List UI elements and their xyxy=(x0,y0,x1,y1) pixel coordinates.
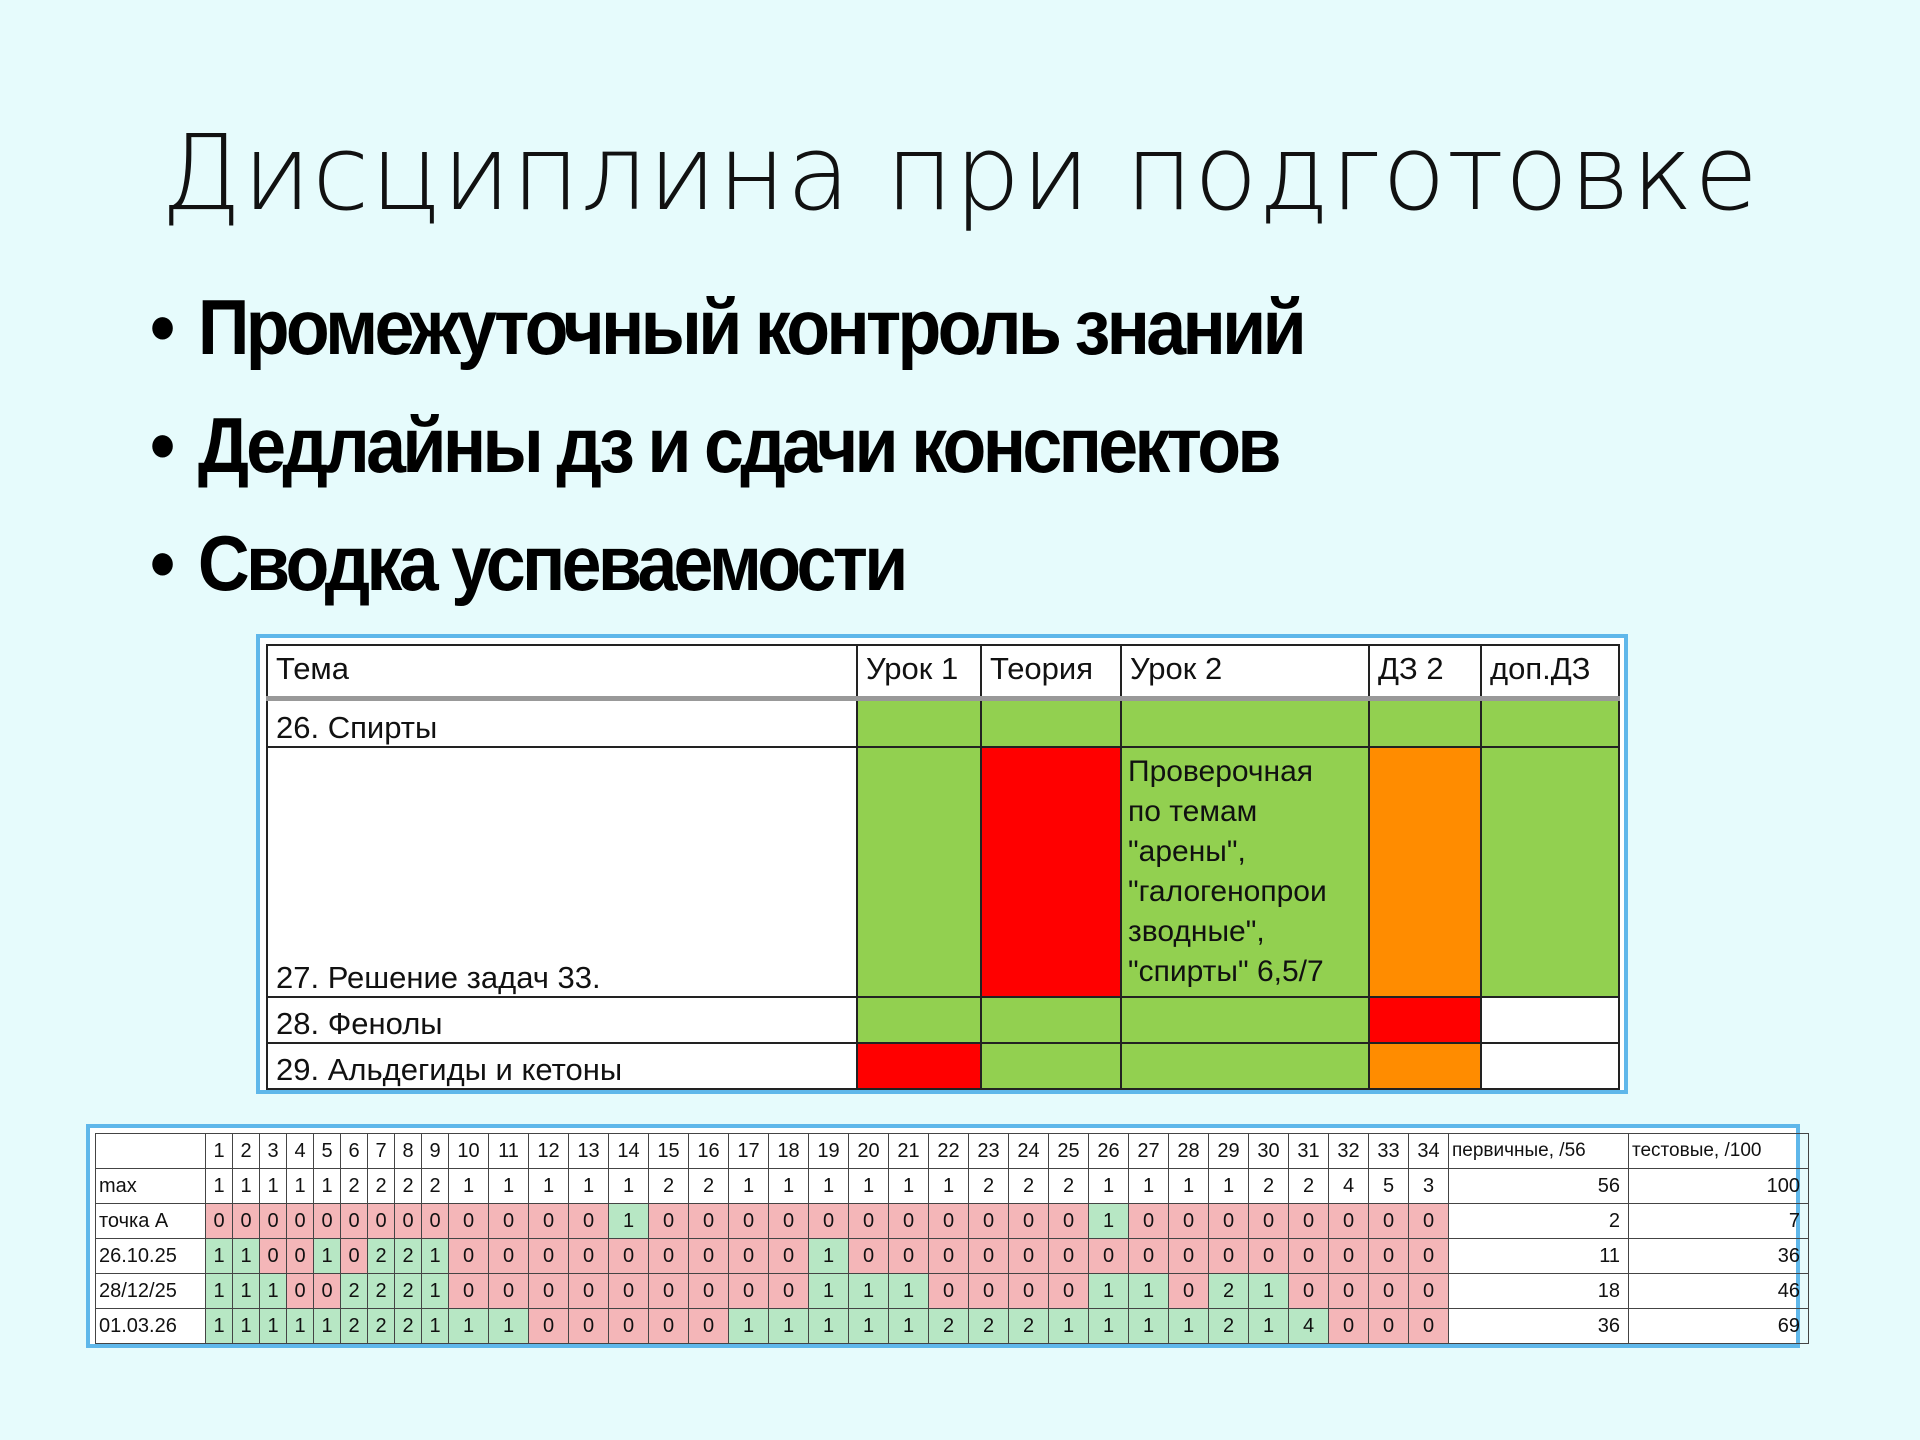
topic-name: 29. Альдегиды и кетоны xyxy=(267,1043,857,1089)
task-number-header: 4 xyxy=(287,1134,314,1169)
score-cell: 0 xyxy=(1369,1239,1409,1274)
status-cell xyxy=(1369,997,1481,1043)
score-cell: 1 xyxy=(314,1239,341,1274)
task-number-header: 27 xyxy=(1129,1134,1169,1169)
status-cell xyxy=(1121,997,1369,1043)
score-cell: 3 xyxy=(1409,1169,1449,1204)
task-number-header: 32 xyxy=(1329,1134,1369,1169)
score-cell: 2 xyxy=(1009,1309,1049,1344)
score-cell: 1 xyxy=(889,1309,929,1344)
bullet-dot: • xyxy=(150,283,176,371)
score-cell: 0 xyxy=(729,1204,769,1239)
score-cell: 1 xyxy=(569,1169,609,1204)
status-cell xyxy=(1369,699,1481,747)
score-cell: 0 xyxy=(1329,1239,1369,1274)
score-cell: 0 xyxy=(368,1204,395,1239)
header-cell-theory: Теория xyxy=(981,645,1121,699)
task-number-header: 29 xyxy=(1209,1134,1249,1169)
task-number-header: 3 xyxy=(260,1134,287,1169)
quiz-note-cell: Проверочная по темам "арены", "галогенопрои зводные", "спирты" 6,5/7 xyxy=(1121,747,1369,997)
score-cell: 1 xyxy=(489,1309,529,1344)
score-cell: 1 xyxy=(1089,1204,1129,1239)
bullet-dot: • xyxy=(150,519,176,607)
bullet-text: Сводка успеваемости xyxy=(197,519,905,607)
status-cell xyxy=(1121,1043,1369,1089)
score-cell: 1 xyxy=(529,1169,569,1204)
score-cell: 1 xyxy=(1249,1309,1289,1344)
task-number-header: 6 xyxy=(341,1134,368,1169)
score-cell: 2 xyxy=(395,1309,422,1344)
score-cell: 2 xyxy=(929,1309,969,1344)
task-number-header: 26 xyxy=(1089,1134,1129,1169)
bullet-text: Дедлайны дз и сдачи конспектов xyxy=(197,401,1278,489)
score-cell: 0 xyxy=(649,1309,689,1344)
score-cell: 1 xyxy=(929,1169,969,1204)
score-cell: 0 xyxy=(569,1274,609,1309)
topic-row xyxy=(267,747,1619,997)
score-cell: 0 xyxy=(489,1204,529,1239)
score-cell: 1 xyxy=(449,1309,489,1344)
score-cell: 0 xyxy=(889,1204,929,1239)
status-cell xyxy=(1481,747,1619,997)
slide-title: Дисциплина при подготовке xyxy=(160,112,1760,234)
score-cell: 0 xyxy=(489,1239,529,1274)
score-cell: 0 xyxy=(449,1239,489,1274)
score-cell: 0 xyxy=(689,1204,729,1239)
score-cell: 0 xyxy=(260,1204,287,1239)
score-cell: 1 xyxy=(287,1309,314,1344)
score-cell: 0 xyxy=(1129,1239,1169,1274)
score-cell: 0 xyxy=(1049,1204,1089,1239)
topic-row xyxy=(267,1043,1619,1089)
task-number-header: 11 xyxy=(489,1134,529,1169)
score-cell: 0 xyxy=(529,1204,569,1239)
score-cell: 1 xyxy=(233,1169,260,1204)
topics-table xyxy=(266,644,1620,1090)
score-cell: 0 xyxy=(395,1204,422,1239)
score-cell: 0 xyxy=(449,1204,489,1239)
primary-score-cell: 56 xyxy=(1449,1169,1629,1204)
score-cell: 0 xyxy=(233,1204,260,1239)
task-number-header: 33 xyxy=(1369,1134,1409,1169)
score-cell: 0 xyxy=(769,1239,809,1274)
score-cell: 0 xyxy=(689,1309,729,1344)
score-cell: 1 xyxy=(206,1239,233,1274)
score-cell: 0 xyxy=(1009,1274,1049,1309)
score-cell: 1 xyxy=(206,1274,233,1309)
score-cell: 0 xyxy=(569,1239,609,1274)
score-cell: 2 xyxy=(368,1169,395,1204)
scores-row xyxy=(96,1169,1809,1204)
score-cell: 0 xyxy=(1369,1274,1409,1309)
scores-table xyxy=(95,1133,1809,1344)
score-cell: 0 xyxy=(609,1239,649,1274)
primary-score-cell: 36 xyxy=(1449,1309,1629,1344)
score-cell: 2 xyxy=(422,1169,449,1204)
score-cell: 0 xyxy=(1409,1274,1449,1309)
score-cell: 0 xyxy=(969,1204,1009,1239)
primary-score-cell: 2 xyxy=(1449,1204,1629,1239)
test-score-cell: 36 xyxy=(1629,1239,1809,1274)
score-cell: 2 xyxy=(368,1309,395,1344)
task-number-header: 17 xyxy=(729,1134,769,1169)
score-cell: 1 xyxy=(849,1169,889,1204)
task-number-header: 34 xyxy=(1409,1134,1449,1169)
score-cell: 0 xyxy=(529,1239,569,1274)
status-cell xyxy=(1481,997,1619,1043)
score-cell: 0 xyxy=(1289,1204,1329,1239)
status-cell xyxy=(1481,699,1619,747)
test-score-cell: 46 xyxy=(1629,1274,1809,1309)
score-cell: 0 xyxy=(889,1239,929,1274)
score-cell: 0 xyxy=(1169,1274,1209,1309)
score-cell: 0 xyxy=(529,1274,569,1309)
score-cell: 2 xyxy=(1009,1169,1049,1204)
score-cell: 1 xyxy=(1209,1169,1249,1204)
score-cell: 0 xyxy=(1209,1239,1249,1274)
score-cell: 0 xyxy=(849,1204,889,1239)
row-label: max xyxy=(96,1169,206,1204)
score-cell: 1 xyxy=(849,1274,889,1309)
score-cell: 0 xyxy=(1089,1239,1129,1274)
score-cell: 0 xyxy=(314,1274,341,1309)
score-cell: 0 xyxy=(689,1239,729,1274)
score-cell: 0 xyxy=(1289,1274,1329,1309)
status-cell xyxy=(981,1043,1121,1089)
score-cell: 1 xyxy=(260,1309,287,1344)
score-cell: 0 xyxy=(729,1274,769,1309)
score-cell: 0 xyxy=(260,1239,287,1274)
header-cell-topic: Тема xyxy=(267,645,857,699)
topic-name: 28. Фенолы xyxy=(267,997,857,1043)
score-cell: 1 xyxy=(206,1309,233,1344)
score-cell: 1 xyxy=(422,1274,449,1309)
score-cell: 1 xyxy=(1129,1274,1169,1309)
score-cell: 2 xyxy=(1209,1274,1249,1309)
score-cell: 2 xyxy=(341,1309,368,1344)
score-cell: 1 xyxy=(809,1274,849,1309)
score-cell: 0 xyxy=(449,1274,489,1309)
score-cell: 5 xyxy=(1369,1169,1409,1204)
task-number-header: 14 xyxy=(609,1134,649,1169)
test-score-cell: 7 xyxy=(1629,1204,1809,1239)
score-cell: 1 xyxy=(314,1309,341,1344)
score-cell: 2 xyxy=(1049,1169,1089,1204)
score-cell: 2 xyxy=(395,1239,422,1274)
score-cell: 1 xyxy=(809,1239,849,1274)
score-cell: 1 xyxy=(1089,1169,1129,1204)
row-label: 28/12/25 xyxy=(96,1274,206,1309)
score-cell: 1 xyxy=(449,1169,489,1204)
scores-row xyxy=(96,1274,1809,1309)
score-cell: 0 xyxy=(809,1204,849,1239)
task-number-header: 21 xyxy=(889,1134,929,1169)
score-cell: 0 xyxy=(969,1274,1009,1309)
status-cell xyxy=(1121,699,1369,747)
row-label: 26.10.25 xyxy=(96,1239,206,1274)
task-number-header: 20 xyxy=(849,1134,889,1169)
score-cell: 1 xyxy=(609,1169,649,1204)
task-number-header: 18 xyxy=(769,1134,809,1169)
task-number-header: 24 xyxy=(1009,1134,1049,1169)
task-number-header: 23 xyxy=(969,1134,1009,1169)
test-score-cell: 100 xyxy=(1629,1169,1809,1204)
score-cell: 0 xyxy=(1169,1239,1209,1274)
score-cell: 1 xyxy=(1169,1309,1209,1344)
score-cell: 0 xyxy=(969,1239,1009,1274)
score-cell: 4 xyxy=(1329,1169,1369,1204)
score-cell: 0 xyxy=(929,1274,969,1309)
task-number-header: 12 xyxy=(529,1134,569,1169)
score-cell: 1 xyxy=(260,1274,287,1309)
score-cell: 0 xyxy=(1409,1239,1449,1274)
score-cell: 0 xyxy=(1409,1309,1449,1344)
header-cell-lesson1: Урок 1 xyxy=(857,645,981,699)
score-cell: 1 xyxy=(809,1309,849,1344)
score-cell: 0 xyxy=(769,1274,809,1309)
task-number-header: 19 xyxy=(809,1134,849,1169)
score-cell: 0 xyxy=(1049,1274,1089,1309)
status-cell xyxy=(981,699,1121,747)
score-cell: 0 xyxy=(1209,1204,1249,1239)
score-cell: 0 xyxy=(1409,1204,1449,1239)
score-cell: 2 xyxy=(341,1274,368,1309)
bullet-dot: • xyxy=(150,401,176,489)
score-cell: 0 xyxy=(287,1204,314,1239)
row-label: точка А xyxy=(96,1204,206,1239)
score-cell: 2 xyxy=(1209,1309,1249,1344)
score-cell: 1 xyxy=(422,1239,449,1274)
status-cell xyxy=(857,747,981,997)
score-cell: 1 xyxy=(1169,1169,1209,1204)
score-cell: 1 xyxy=(769,1309,809,1344)
score-cell: 0 xyxy=(341,1239,368,1274)
score-cell: 1 xyxy=(233,1239,260,1274)
task-number-header: 25 xyxy=(1049,1134,1089,1169)
scores-row xyxy=(96,1239,1809,1274)
score-cell: 0 xyxy=(849,1239,889,1274)
score-cell: 0 xyxy=(649,1274,689,1309)
task-number-header: 10 xyxy=(449,1134,489,1169)
score-cell: 0 xyxy=(569,1204,609,1239)
status-cell xyxy=(1481,1043,1619,1089)
task-number-header: 30 xyxy=(1249,1134,1289,1169)
score-cell: 1 xyxy=(849,1309,889,1344)
score-cell: 2 xyxy=(368,1239,395,1274)
score-cell: 2 xyxy=(341,1169,368,1204)
task-number-header: 2 xyxy=(233,1134,260,1169)
score-cell: 0 xyxy=(489,1274,529,1309)
score-cell: 2 xyxy=(649,1169,689,1204)
score-cell: 0 xyxy=(1049,1239,1089,1274)
task-number-header: 9 xyxy=(422,1134,449,1169)
topics-header-row xyxy=(267,645,1619,699)
header-cell-extra-hw: доп.ДЗ xyxy=(1481,645,1619,699)
score-cell: 1 xyxy=(233,1309,260,1344)
score-cell: 0 xyxy=(1249,1204,1289,1239)
topic-name: 26. Спирты xyxy=(267,699,857,747)
topics-table-frame xyxy=(256,634,1628,1094)
scores-row xyxy=(96,1204,1809,1239)
corner-cell xyxy=(96,1134,206,1169)
score-cell: 0 xyxy=(929,1239,969,1274)
score-cell: 2 xyxy=(368,1274,395,1309)
score-cell: 0 xyxy=(206,1204,233,1239)
score-cell: 0 xyxy=(1169,1204,1209,1239)
score-cell: 0 xyxy=(287,1274,314,1309)
score-cell: 2 xyxy=(689,1169,729,1204)
task-number-header: 22 xyxy=(929,1134,969,1169)
score-cell: 4 xyxy=(1289,1309,1329,1344)
topic-row xyxy=(267,699,1619,747)
primary-score-cell: 18 xyxy=(1449,1274,1629,1309)
bullet-item xyxy=(150,386,1303,504)
score-cell: 1 xyxy=(729,1309,769,1344)
score-cell: 1 xyxy=(422,1309,449,1344)
task-number-header: 1 xyxy=(206,1134,233,1169)
score-cell: 1 xyxy=(769,1169,809,1204)
task-number-header: 28 xyxy=(1169,1134,1209,1169)
score-cell: 0 xyxy=(689,1274,729,1309)
score-cell: 0 xyxy=(1009,1204,1049,1239)
score-cell: 0 xyxy=(1329,1309,1369,1344)
score-cell: 1 xyxy=(489,1169,529,1204)
bullet-item xyxy=(150,268,1303,386)
score-cell: 0 xyxy=(769,1204,809,1239)
score-cell: 1 xyxy=(1089,1309,1129,1344)
score-cell: 1 xyxy=(314,1169,341,1204)
score-cell: 1 xyxy=(206,1169,233,1204)
score-cell: 1 xyxy=(889,1169,929,1204)
score-cell: 1 xyxy=(1089,1274,1129,1309)
score-cell: 1 xyxy=(809,1169,849,1204)
score-cell: 0 xyxy=(1129,1204,1169,1239)
score-cell: 1 xyxy=(1129,1309,1169,1344)
task-number-header: 15 xyxy=(649,1134,689,1169)
task-number-header: 16 xyxy=(689,1134,729,1169)
header-cell-hw2: ДЗ 2 xyxy=(1369,645,1481,699)
score-cell: 0 xyxy=(1249,1239,1289,1274)
primary-score-cell: 11 xyxy=(1449,1239,1629,1274)
status-cell xyxy=(1369,747,1481,997)
scores-header-row xyxy=(96,1134,1809,1169)
score-cell: 2 xyxy=(1249,1169,1289,1204)
score-cell: 1 xyxy=(729,1169,769,1204)
status-cell xyxy=(857,699,981,747)
score-cell: 1 xyxy=(889,1274,929,1309)
score-cell: 0 xyxy=(569,1309,609,1344)
score-cell: 1 xyxy=(609,1204,649,1239)
score-cell: 0 xyxy=(929,1204,969,1239)
score-cell: 1 xyxy=(1129,1169,1169,1204)
task-number-header: 8 xyxy=(395,1134,422,1169)
bullet-item xyxy=(150,504,1303,622)
score-cell: 1 xyxy=(233,1274,260,1309)
score-cell: 2 xyxy=(969,1309,1009,1344)
score-cell: 0 xyxy=(609,1309,649,1344)
score-cell: 1 xyxy=(260,1169,287,1204)
score-cell: 2 xyxy=(395,1274,422,1309)
score-cell: 0 xyxy=(287,1239,314,1274)
score-cell: 1 xyxy=(287,1169,314,1204)
score-cell: 0 xyxy=(314,1204,341,1239)
bullet-text: Промежуточный контроль знаний xyxy=(197,283,1304,371)
status-cell xyxy=(981,997,1121,1043)
scores-row xyxy=(96,1309,1809,1344)
test-score-header: тестовые, /100 xyxy=(1629,1134,1809,1169)
task-number-header: 31 xyxy=(1289,1134,1329,1169)
header-cell-lesson2: Урок 2 xyxy=(1121,645,1369,699)
score-cell: 2 xyxy=(969,1169,1009,1204)
status-cell xyxy=(857,1043,981,1089)
task-number-header: 13 xyxy=(569,1134,609,1169)
score-cell: 0 xyxy=(1329,1274,1369,1309)
score-cell: 0 xyxy=(529,1309,569,1344)
score-cell: 0 xyxy=(422,1204,449,1239)
score-cell: 0 xyxy=(729,1239,769,1274)
score-cell: 0 xyxy=(341,1204,368,1239)
test-score-cell: 69 xyxy=(1629,1309,1809,1344)
primary-score-header: первичные, /56 xyxy=(1449,1134,1629,1169)
score-cell: 0 xyxy=(1369,1309,1409,1344)
task-number-header: 5 xyxy=(314,1134,341,1169)
status-cell xyxy=(981,747,1121,997)
status-cell xyxy=(1369,1043,1481,1089)
row-label: 01.03.26 xyxy=(96,1309,206,1344)
bullet-list xyxy=(150,268,1403,622)
task-number-header: 7 xyxy=(368,1134,395,1169)
score-cell: 2 xyxy=(1289,1169,1329,1204)
scores-table-frame xyxy=(86,1124,1800,1348)
topic-row xyxy=(267,997,1619,1043)
score-cell: 2 xyxy=(395,1169,422,1204)
score-cell: 0 xyxy=(649,1204,689,1239)
score-cell: 1 xyxy=(1049,1309,1089,1344)
status-cell xyxy=(857,997,981,1043)
score-cell: 0 xyxy=(1289,1239,1329,1274)
score-cell: 0 xyxy=(1369,1204,1409,1239)
topic-name: 27. Решение задач 33. xyxy=(267,747,857,997)
score-cell: 0 xyxy=(649,1239,689,1274)
score-cell: 0 xyxy=(609,1274,649,1309)
score-cell: 1 xyxy=(1249,1274,1289,1309)
score-cell: 0 xyxy=(1329,1204,1369,1239)
score-cell: 0 xyxy=(1009,1239,1049,1274)
